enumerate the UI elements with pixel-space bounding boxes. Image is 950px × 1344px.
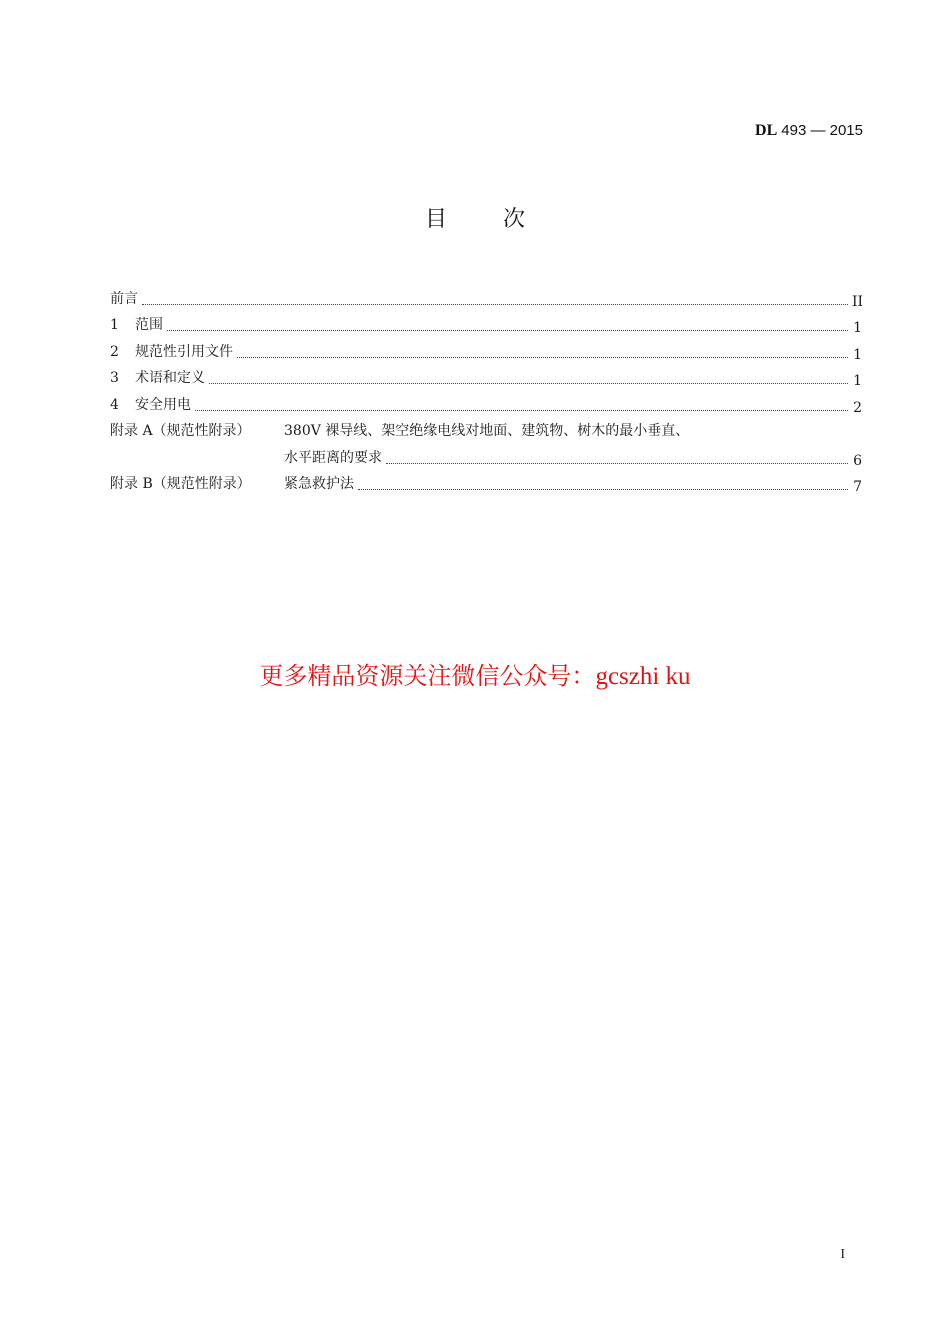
toc-leader-dots: [167, 318, 848, 331]
watermark-handle: gcszhi ku: [595, 663, 691, 690]
toc-leader-dots: [195, 398, 848, 411]
standard-code: [755, 122, 863, 140]
toc-entry-label: [110, 343, 233, 361]
toc-entry-label: [110, 369, 205, 387]
toc-entry-page: 1: [853, 373, 862, 389]
toc-title: 目次: [424, 207, 581, 232]
appendix-b-title: 紧急救护法: [284, 476, 354, 492]
toc-entry-normative-references[interactable]: [110, 334, 862, 361]
toc-leader-dots: [237, 345, 848, 358]
appendix-b-prefix: 附录 B（规范性附录）: [110, 476, 251, 492]
appendix-a-prefix: 附录 A（规范性附录）: [110, 423, 251, 439]
toc-leader-dots: [142, 292, 848, 305]
toc-entry-text: 术语和定义: [135, 370, 205, 386]
page-number: I: [840, 1247, 845, 1262]
toc-entry-terms-definitions[interactable]: [110, 361, 862, 388]
toc-entry-page: 2: [853, 399, 862, 416]
toc-leader-dots: [209, 371, 848, 384]
toc-entry-page: 7: [853, 479, 862, 495]
toc-entry-number: 3: [110, 370, 119, 386]
toc-entry-text: 范围: [135, 317, 163, 333]
toc-leader-dots: [358, 477, 848, 490]
toc-entry-appendix-a[interactable]: [110, 414, 862, 441]
toc-entry-text: 安全用电: [135, 396, 191, 413]
appendix-a-title-line2: 水平距离的要求: [284, 449, 382, 466]
toc-entry-appendix-b[interactable]: [110, 467, 862, 494]
appendix-a-title-line1: 380V 裸导线、架空绝缘电线对地面、建筑物、树木的最小垂直、: [284, 423, 690, 439]
toc-entry-electrical-safety[interactable]: [110, 387, 862, 414]
standard-number: 493 — 2015: [781, 122, 863, 139]
toc-entry-page: 6: [853, 452, 862, 469]
toc-entry-label: 前言: [110, 290, 138, 307]
toc-entry-page: 1: [853, 320, 862, 336]
watermark-text: 更多精品资源关注微信公众号：: [259, 662, 596, 690]
promo-watermark: [0, 656, 950, 691]
table-of-contents: [110, 281, 862, 493]
toc-leader-dots: [386, 451, 848, 464]
toc-entry-number: 2: [110, 343, 119, 360]
toc-entry-number: 1: [110, 317, 119, 333]
toc-entry-label: [110, 316, 163, 334]
toc-entry-appendix-a-continued[interactable]: [110, 440, 862, 467]
toc-entry-scope[interactable]: [110, 308, 862, 335]
toc-entry-label: [110, 475, 354, 493]
toc-entry-label: [110, 396, 191, 414]
standard-prefix: DL: [755, 122, 778, 139]
toc-entry-number: 4: [110, 396, 119, 413]
toc-entry-text: 规范性引用文件: [135, 343, 233, 360]
toc-entry-label: [110, 422, 689, 440]
toc-entry-page: 1: [853, 346, 862, 363]
toc-entry-page: II: [852, 293, 864, 310]
toc-entry-foreword[interactable]: [110, 281, 862, 308]
